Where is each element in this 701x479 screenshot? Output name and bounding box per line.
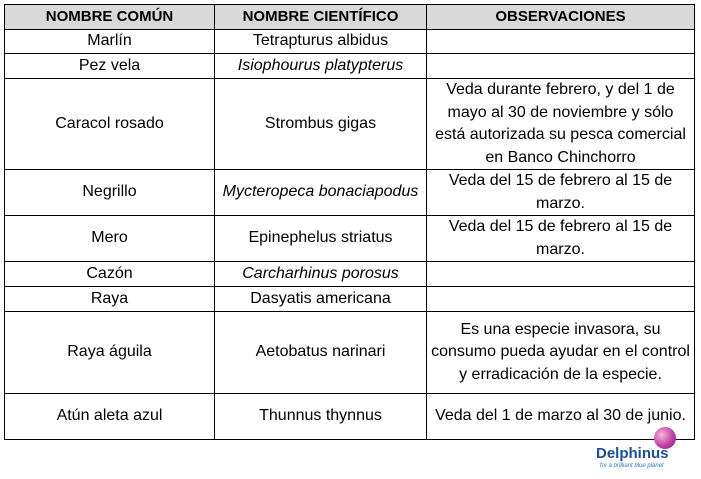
header-common-name: NOMBRE COMÚN <box>5 5 215 30</box>
observations-cell: Veda del 1 de marzo al 30 de junio. <box>427 394 695 440</box>
table-row <box>5 54 695 79</box>
common-name-cell: Atún aleta azul <box>5 394 215 440</box>
table-row <box>5 262 695 287</box>
table-row <box>5 394 695 440</box>
common-name-cell: Raya águila <box>5 312 215 394</box>
common-name-cell: Marlín <box>5 30 215 54</box>
common-name-cell: Mero <box>5 216 215 262</box>
scientific-name-cell: Strombus gigas <box>215 79 427 170</box>
observations-cell <box>427 287 695 312</box>
observations-cell: Es una especie invasora, su consumo pueda ayudar en el control y erradicación de la especie. <box>427 312 695 394</box>
scientific-name-cell: Mycteropeca bonaciapodus <box>215 170 427 216</box>
common-name-cell: Cazón <box>5 262 215 287</box>
common-name-cell: Pez vela <box>5 54 215 79</box>
species-table <box>4 4 695 440</box>
scientific-name-cell: Carcharhinus porosus <box>215 262 427 287</box>
common-name-cell: Negrillo <box>5 170 215 216</box>
table-row <box>5 30 695 54</box>
table-row <box>5 216 695 262</box>
scientific-name-cell: Aetobatus narinari <box>215 312 427 394</box>
delphinus-logo <box>596 427 696 473</box>
logo-tagline: for a brilliant blue planet <box>600 463 664 469</box>
observations-cell <box>427 30 695 54</box>
scientific-name-cell: Epinephelus striatus <box>215 216 427 262</box>
table-row <box>5 170 695 216</box>
table-header-row <box>5 5 695 30</box>
logo-wordmark: Delphinus <box>596 445 669 462</box>
observations-cell: Veda del 15 de febrero al 15 de marzo. <box>427 170 695 216</box>
header-observations: OBSERVACIONES <box>427 5 695 30</box>
observations-cell <box>427 262 695 287</box>
table-row <box>5 312 695 394</box>
table-row <box>5 79 695 170</box>
observations-cell <box>427 54 695 79</box>
common-name-cell: Caracol rosado <box>5 79 215 170</box>
observations-cell: Veda durante febrero, y del 1 de mayo al 30 de noviembre y sólo está autorizada su pesca comercial en Banco Chinchorro <box>427 79 695 170</box>
scientific-name-cell: Tetrapturus albidus <box>215 30 427 54</box>
scientific-name-cell: Thunnus thynnus <box>215 394 427 440</box>
scientific-name-cell: Isiophourus platypterus <box>215 54 427 79</box>
header-scientific-name: NOMBRE CIENTÍFICO <box>215 5 427 30</box>
scientific-name-cell: Dasyatis americana <box>215 287 427 312</box>
observations-cell: Veda del 15 de febrero al 15 de marzo. <box>427 216 695 262</box>
table-row <box>5 287 695 312</box>
common-name-cell: Raya <box>5 287 215 312</box>
